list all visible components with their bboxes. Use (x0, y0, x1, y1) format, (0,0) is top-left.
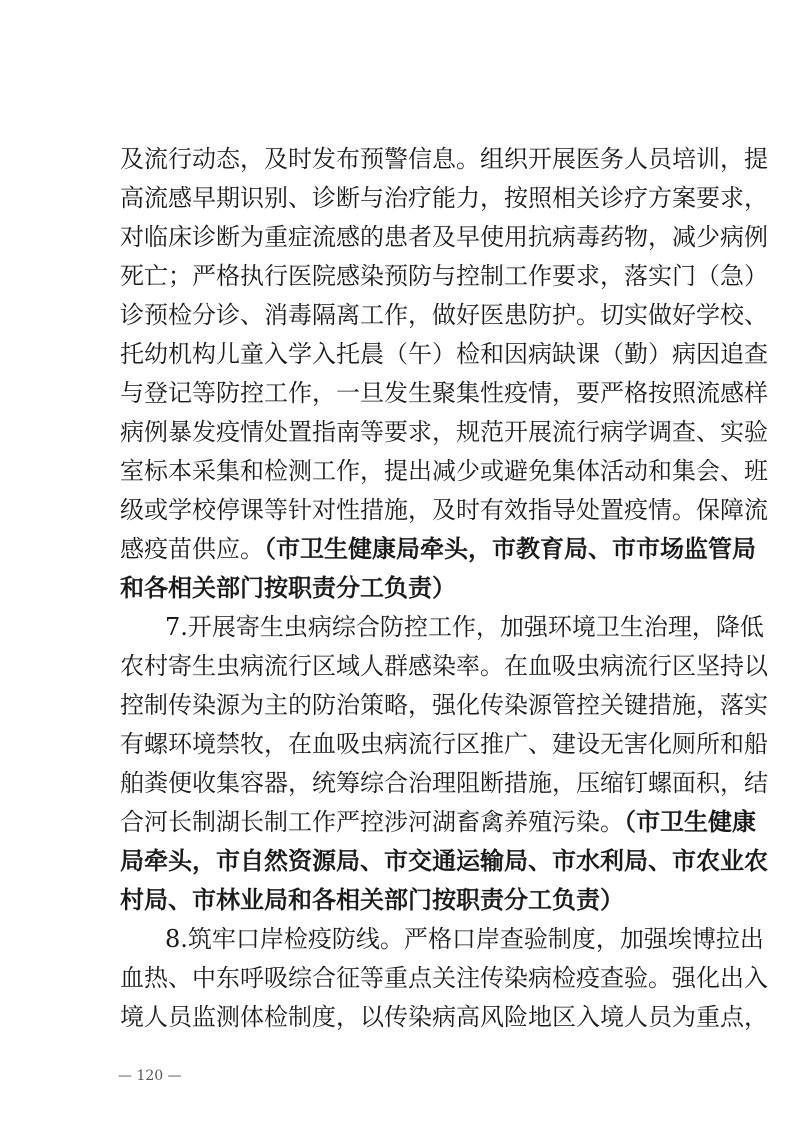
responsibility-note: 村局、市林业局和各相关部门按职责分工负责） (120, 885, 624, 914)
text-line: 有螺环境禁牧，在血吸虫病流行区推广、建设无害化厕所和船 (120, 730, 768, 758)
responsibility-note: 和各相关部门按职责分工负责） (120, 573, 456, 602)
paragraph-7-heading: 7.开展寄生虫病综合防控工作，加强环境卫生治理，降低 (165, 613, 764, 641)
text-line: 诊预检分诊、消毒隔离工作，做好医患防护。切实做好学校、 (120, 301, 768, 329)
text-line: 与登记等防控工作，一旦发生聚集性疫情，要严格按照流感样 (120, 379, 768, 407)
responsibility-note: （市卫生健康局牵头，市教育局、市市场监管局 (264, 534, 756, 563)
text-line (120, 530, 756, 568)
text-line: 境人员监测体检制度，以传染病高风险地区入境人员为重点， (120, 1003, 768, 1031)
text-line: 托幼机构儿童入学入托晨（午）检和因病缺课（勤）病因追查 (120, 340, 768, 368)
paragraph-8-heading: 8.筑牢口岸检疫防线。严格口岸查验制度，加强埃博拉出 (165, 925, 764, 953)
text-normal: 合河长制湖长制工作严控涉河湖畜禽养殖污染。 (120, 808, 624, 836)
text-normal: 感疫苗供应。 (120, 535, 264, 563)
text-line: 及流行动态，及时发布预警信息。组织开展医务人员培训，提 (120, 145, 768, 173)
text-line: 死亡；严格执行医院感染预防与控制工作要求，落实门（急） (120, 262, 768, 290)
text-line: 高流感早期识别、诊断与治疗能力，按照相关诊疗方案要求， (120, 184, 768, 212)
text-line (120, 803, 756, 841)
text-line: 病例暴发疫情处置指南等要求，规范开展流行病学调查、实验 (120, 418, 768, 446)
text-line: 舶粪便收集容器，统筹综合治理阻断措施，压缩钉螺面积，结 (120, 769, 768, 797)
text-line: 农村寄生虫病流行区域人群感染率。在血吸虫病流行区坚持以 (120, 652, 768, 680)
text-line: 级或学校停课等针对性措施，及时有效指导处置疫情。保障流 (120, 496, 768, 524)
text-line: 血热、中东呼吸综合征等重点关注传染病检疫查验。强化出入 (120, 964, 768, 992)
responsibility-note: （市卫生健康 (624, 807, 756, 836)
responsibility-note: 局牵头，市自然资源局、市交通运输局、市水利局、市农业农 (120, 846, 768, 875)
text-line: 室标本采集和检测工作，提出减少或避免集体活动和集会、班 (120, 457, 768, 485)
text-line: 控制传染源为主的防治策略，强化传染源管控关键措施，落实 (120, 691, 768, 719)
page-number: — 120 — (118, 1068, 182, 1084)
text-line: 对临床诊断为重症流感的患者及早使用抗病毒药物，减少病例 (120, 223, 768, 251)
